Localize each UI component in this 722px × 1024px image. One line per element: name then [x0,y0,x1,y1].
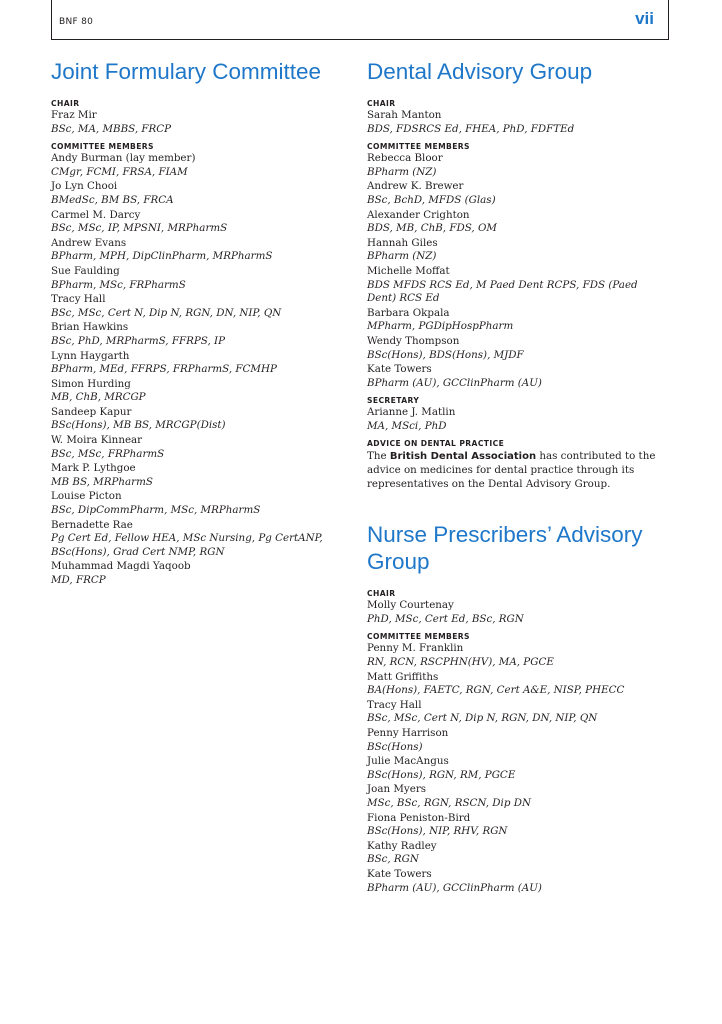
person-name: Carmel M. Darcy [51,208,141,221]
person-name: Kate Towers [367,363,432,376]
person-name: Julie MacAngus [367,755,449,768]
member-entry [51,152,351,179]
person-qualifications: BMedSc, BM BS, FRCA [51,193,174,206]
page-number: vii [635,9,654,28]
member-entry [367,335,667,362]
advice-organisation: British Dental Association [389,451,537,463]
right-column [367,58,667,896]
person-qualifications: BSc(Hons), MB BS, MRCGP(Dist) [51,419,226,432]
person-name: Kate Towers [367,867,432,880]
person-name: Hannah Giles [367,236,438,249]
member-entry [367,840,667,867]
person-qualifications: BA(Hons), FAETC, RGN, Cert A&E, NISP, PHECC [367,684,625,697]
member-entry [367,152,667,179]
person-qualifications: BSc(Hons), BDS(Hons), MJDF [367,348,524,361]
member-entry [51,293,351,320]
person-qualifications: BSc(Hons) [367,740,423,753]
person-name: Andrew K. Brewer [367,180,464,193]
person-name: W. Moira Kinnear [51,434,143,447]
person-qualifications: BDS, MB, ChB, FDS, OM [367,222,497,235]
members-heading: COMMITTEE MEMBERS [367,142,470,152]
member-list-jfc [51,152,351,587]
advice-text-post: has contributed to the advice on medicines for dental practice through its representatives on the Dental Advisory Group. [367,450,656,490]
member-entry [51,378,351,405]
person-qualifications: RN, RCN, RSCPHN(HV), MA, PGCE [367,656,554,669]
member-entry [367,783,667,810]
person-qualifications: MD, FRCP [51,574,106,586]
member-entry [51,490,351,517]
person-name: Molly Courtenay [367,599,454,612]
person-qualifications: BDS MFDS RCS Ed, M Paed Dent RCPS, FDS (Paed Dent) RCS Ed [367,278,638,305]
member-entry [367,209,667,236]
secretary-heading: SECRETARY [367,396,420,406]
left-column [51,58,351,589]
person-qualifications: BPharm, MPH, DipClinPharm, MRPharmS [51,250,273,263]
person-name: Fiona Peniston-Bird [367,811,471,824]
member-entry [367,812,667,839]
person-qualifications: BSc, MA, MBBS, FRCP [51,122,172,135]
person-name: Michelle Moffat [367,264,450,277]
person-qualifications: MSc, BSc, RGN, RSCN, Dip DN [367,796,531,809]
advice-paragraph [367,450,667,491]
member-list-dag [367,152,667,390]
member-entry [367,868,667,895]
person-name: Andy Burman (lay member) [51,152,196,165]
person-qualifications: BSc, DipCommPharm, MSc, MRPharmS [51,504,261,517]
section-title-jfc: Joint Formulary Committee [51,59,322,84]
person-name: Arianne J. Matlin [367,406,456,419]
person-name: Alexander Crighton [367,208,470,221]
advice-heading: ADVICE ON DENTAL PRACTICE [367,439,505,449]
person-name: Tracy Hall [367,698,422,711]
member-entry [51,265,351,292]
person-name: Jo Lyn Chooi [51,180,118,193]
person-qualifications: BPharm (AU), GCClinPharm (AU) [367,376,542,389]
chair-heading: CHAIR [51,99,80,108]
person-name: Sarah Manton [367,109,442,121]
person-name: Wendy Thompson [367,334,460,347]
member-entry [367,363,667,390]
member-entry [51,519,351,560]
section-title-dag: Dental Advisory Group [367,59,593,84]
member-entry [367,699,667,726]
members-heading: COMMITTEE MEMBERS [51,142,154,152]
person-qualifications: CMgr, FCMI, FRSA, FIAM [51,165,188,178]
person-name: Barbara Okpala [367,306,450,319]
person-name: Muhammad Magdi Yaqoob [51,560,191,573]
advice-text-pre: The [367,450,390,463]
person-name: Kathy Radley [367,839,437,852]
member-entry [51,350,351,377]
member-entry [367,180,667,207]
person-name: Penny M. Franklin [367,642,464,655]
chair-heading: CHAIR [367,99,396,108]
member-entry [367,642,667,669]
person-qualifications: BSc, PhD, MRPharmS, FFRPS, IP [51,334,226,347]
person-qualifications: BPharm (NZ) [367,165,437,178]
section-title-npag: Nurse Prescribers’ Advisory Group [367,522,643,575]
person-name: Tracy Hall [51,293,106,306]
member-entry [367,671,667,698]
person-qualifications: PhD, MSc, Cert Ed, BSc, RGN [367,612,524,625]
person-qualifications: BSc, RGN [367,853,419,866]
member-entry [51,321,351,348]
member-entry [367,307,667,334]
member-entry [51,406,351,433]
person-qualifications: MB BS, MRPharmS [51,475,153,488]
chair-entry [51,109,351,136]
member-list-npag [367,642,667,895]
page-header [51,0,669,40]
person-name: Louise Picton [51,490,122,503]
member-entry [51,180,351,207]
person-name: Simon Hurding [51,377,131,390]
chair-heading: CHAIR [367,589,396,599]
member-entry [51,560,351,587]
person-name: Brian Hawkins [51,321,129,334]
person-name: Lynn Haygarth [51,349,130,362]
member-entry [367,237,667,264]
members-heading: COMMITTEE MEMBERS [367,632,470,642]
person-qualifications: BSc, MSc, Cert N, Dip N, RGN, DN, NIP, QN [367,712,598,725]
person-name: Sandeep Kapur [51,405,132,418]
person-qualifications: MA, MSci, PhD [367,419,447,432]
person-qualifications: BDS, FDSRCS Ed, FHEA, PhD, FDFTEd [367,122,575,135]
person-name: Penny Harrison [367,727,449,739]
person-qualifications: Pg Cert Ed, Fellow HEA, MSc Nursing, Pg CertANP, BSc(Hons), Grad Cert NMP, RGN [51,532,323,558]
member-entry [367,727,667,754]
secretary-entry [367,406,667,433]
member-entry [367,265,667,306]
chair-entry [367,109,667,136]
person-qualifications: BPharm (NZ) [367,250,437,263]
person-name: Bernadette Rae [51,518,133,531]
running-head: BNF 80 [59,17,94,27]
person-name: Sue Faulding [51,264,120,277]
person-qualifications: MPharm, PGDipHospPharm [367,320,514,333]
member-entry [51,462,351,489]
person-qualifications: BPharm (AU), GCClinPharm (AU) [367,881,542,894]
member-entry [51,209,351,236]
person-name: Rebecca Bloor [367,152,443,165]
person-name: Matt Griffiths [367,670,439,683]
person-name: Mark P. Lythgoe [51,462,136,475]
person-name: Fraz Mir [51,109,97,121]
person-qualifications: BPharm, MSc, FRPharmS [51,278,186,291]
person-name: Andrew Evans [51,236,127,249]
person-qualifications: BSc(Hons), RGN, RM, PGCE [367,768,516,781]
person-qualifications: BPharm, MEd, FFRPS, FRPharmS, FCMHP [51,363,277,376]
person-qualifications: MB, ChB, MRCGP [51,391,146,404]
member-entry [51,237,351,264]
person-qualifications: BSc, MSc, FRPharmS [51,447,165,460]
member-entry [51,434,351,461]
person-qualifications: BSc, MSc, Cert N, Dip N, RGN, DN, NIP, QN [51,306,282,319]
member-entry [367,755,667,782]
person-qualifications: BSc, MSc, IP, MPSNI, MRPharmS [51,222,228,235]
person-qualifications: BSc, BchD, MFDS (Glas) [367,193,496,206]
person-name: Joan Myers [367,783,427,796]
chair-entry [367,599,667,626]
person-qualifications: BSc(Hons), NIP, RHV, RGN [367,825,508,838]
